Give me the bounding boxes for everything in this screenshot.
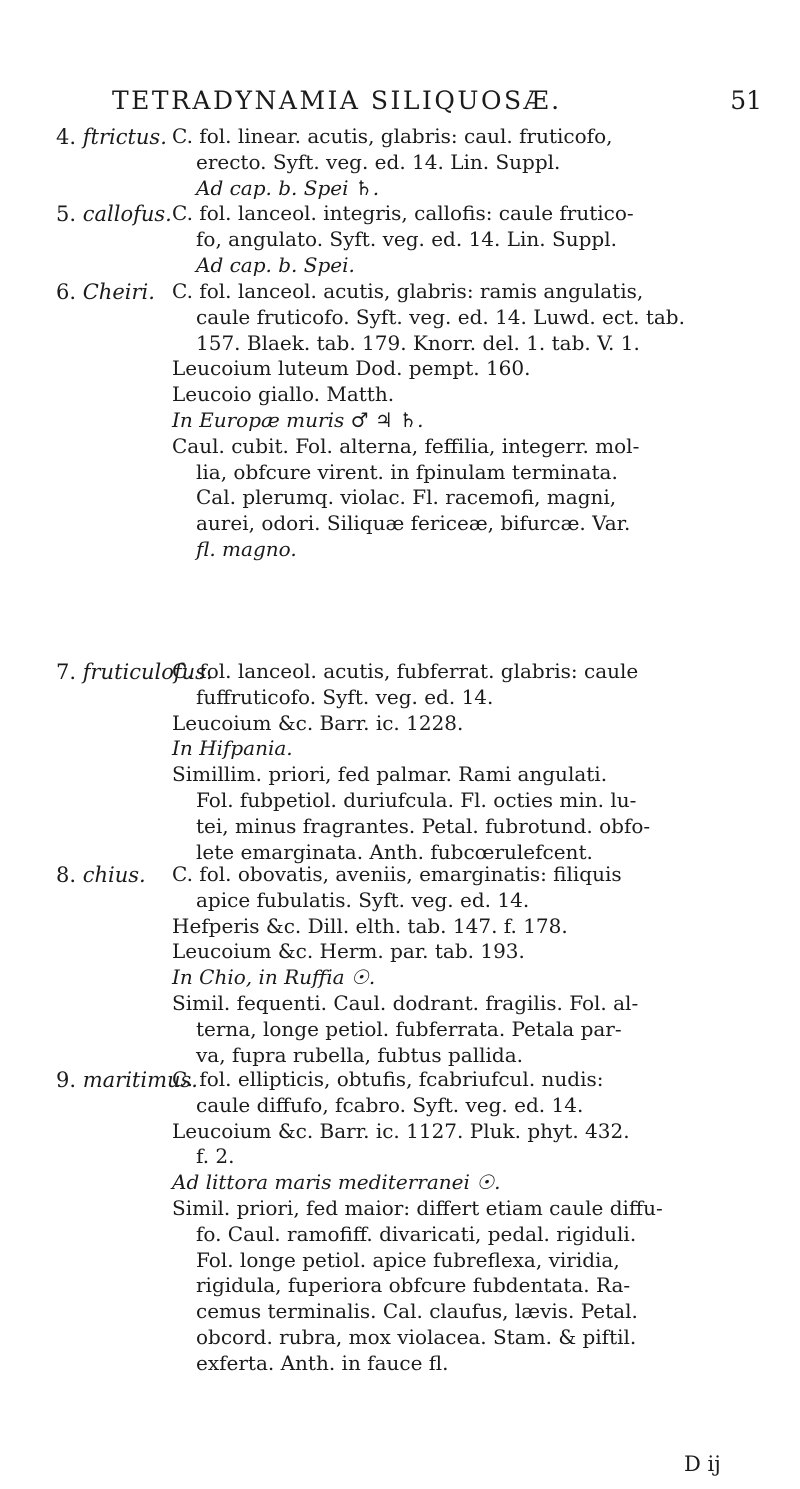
text-line: Ad cap. b. Spei ♄. xyxy=(196,175,380,200)
species-name: maritimus. xyxy=(82,1068,198,1092)
species-name: ftrictus. xyxy=(82,125,167,149)
text-line: C. fol. lanceol. acutis, fubferrat. glabris: caule xyxy=(172,659,639,683)
species-number: 4. xyxy=(56,125,77,149)
text-line: obcord. rubra, mox violacea. Stam. & piftil. xyxy=(196,1324,637,1349)
page-number: 51 xyxy=(730,86,762,115)
text-line: Leucoium &c. Barr. ic. 1228. xyxy=(172,710,464,735)
text-line: Ad cap. b. Spei. xyxy=(196,252,355,277)
text-line: exferta. Anth. in fauce fl. xyxy=(196,1350,449,1375)
running-head-title: TETRADYNAMIA SILIQUOSÆ. xyxy=(112,86,562,115)
text-line: C. fol. obovatis, aveniis, emarginatis: filiquis xyxy=(172,862,622,886)
species-name: Cheiri. xyxy=(82,280,155,304)
text-line: In Chio, in Ruffia ☉. xyxy=(172,965,376,990)
text-line: fuffruticofo. Syft. veg. ed. 14. xyxy=(196,684,494,709)
text-line: caule fruticofo. Syft. veg. ed. 14. Luwd. ect. tab. xyxy=(196,304,685,329)
text-line: Fol. fubpetiol. duriufcula. Fl. octies min. lu- xyxy=(196,787,637,812)
text-line: Ad littora maris mediterranei ☉. xyxy=(172,1170,501,1195)
text-line: erecto. Syft. veg. ed. 14. Lin. Suppl. xyxy=(196,149,561,174)
species-description xyxy=(172,1067,762,1377)
species-description xyxy=(172,279,762,563)
text-line: C. fol. lanceol. integris, callofis: caule frutico- xyxy=(172,201,634,225)
species-number: 7. xyxy=(56,660,77,684)
running-head xyxy=(112,86,762,115)
text-line: fo. Caul. ramofiff. divaricati, pedal. rigiduli. xyxy=(196,1221,637,1246)
text-line: terna, longe petiol. fubferrata. Petala par- xyxy=(196,1016,622,1041)
species-label xyxy=(56,862,168,888)
text-line: Hefperis &c. Dill. elth. tab. 147. f. 178. xyxy=(172,913,568,938)
species-label xyxy=(56,1067,198,1093)
text-line: C. fol. linear. acutis, glabris: caul. fruticofo, xyxy=(172,124,613,148)
species-label xyxy=(56,201,172,227)
text-line: tei, minus fragrantes. Petal. fubrotund. obfo- xyxy=(196,813,651,838)
text-line: Leucoium &c. Herm. par. tab. 193. xyxy=(172,939,525,964)
text-line: fo, angulato. Syft. veg. ed. 14. Lin. Suppl. xyxy=(196,226,617,251)
species-description xyxy=(172,124,762,201)
text-line: rigidula, fuperiora obfcure fubdentata. Ra- xyxy=(196,1273,631,1298)
species-description xyxy=(172,862,762,1068)
species-name: fruticulofus. xyxy=(82,660,213,684)
text-line: aurei, odori. Siliquæ fericeæ, bifurcæ. Var. xyxy=(196,511,631,536)
species-name: chius. xyxy=(82,863,146,887)
text-line: C. fol. lanceol. acutis, glabris: ramis angulatis, xyxy=(172,279,644,303)
species-label xyxy=(56,659,213,685)
text-line: Caul. cubit. Fol. alterna, feffilia, integerr. mol- xyxy=(172,433,640,458)
text-line: 157. Blaek. tab. 179. Knorr. del. 1. tab. V. 1. xyxy=(196,330,640,355)
text-line: lete emarginata. Anth. fubcœrulefcent. xyxy=(196,839,593,864)
text-line: Cal. plerumq. violac. Fl. racemofi, magni, xyxy=(196,485,617,510)
text-line: cemus terminalis. Cal. claufus, lævis. Petal. xyxy=(196,1299,638,1324)
text-line: f. 2. xyxy=(196,1144,235,1169)
species-label xyxy=(56,124,168,150)
text-line: caule diffufo, fcabro. Syft. veg. ed. 14. xyxy=(196,1092,584,1117)
text-line: va, fupra rubella, fubtus pallida. xyxy=(196,1042,524,1067)
species-label xyxy=(56,279,168,305)
text-line: lia, obfcure virent. in fpinulam terminata. xyxy=(196,459,618,484)
species-number: 6. xyxy=(56,280,77,304)
printer-signature: D ij xyxy=(684,1452,721,1476)
text-line: Simil. fequenti. Caul. dodrant. fragilis. Fol. al- xyxy=(172,990,639,1015)
species-description xyxy=(172,659,762,865)
text-line: apice fubulatis. Syft. veg. ed. 14. xyxy=(196,887,530,912)
species-number: 8. xyxy=(56,863,77,887)
text-line: Leucoium luteum Dod. pempt. 160. xyxy=(172,356,531,381)
text-line: Fol. longe petiol. apice fubreflexa, viridia, xyxy=(196,1247,620,1272)
text-line: Leucoium &c. Barr. ic. 1127. Pluk. phyt. 432. xyxy=(172,1118,630,1143)
text-line: C. fol. ellipticis, obtufis, fcabriufcul. nudis: xyxy=(172,1067,604,1091)
text-line: Simillim. priori, fed palmar. Rami angulati. xyxy=(172,762,608,787)
text-line: fl. magno. xyxy=(196,536,297,561)
text-line: In Hifpania. xyxy=(172,736,293,761)
species-number: 9. xyxy=(56,1068,77,1092)
text-line: Leucoio giallo. Matth. xyxy=(172,382,395,407)
text-line: In Europæ muris ♂ ♃ ♄. xyxy=(172,407,424,432)
species-description xyxy=(172,201,762,278)
species-number: 5. xyxy=(56,202,77,226)
text-line: Simil. priori, fed maior: differt etiam caule diffu- xyxy=(172,1195,663,1220)
species-name: callofus. xyxy=(82,202,172,226)
